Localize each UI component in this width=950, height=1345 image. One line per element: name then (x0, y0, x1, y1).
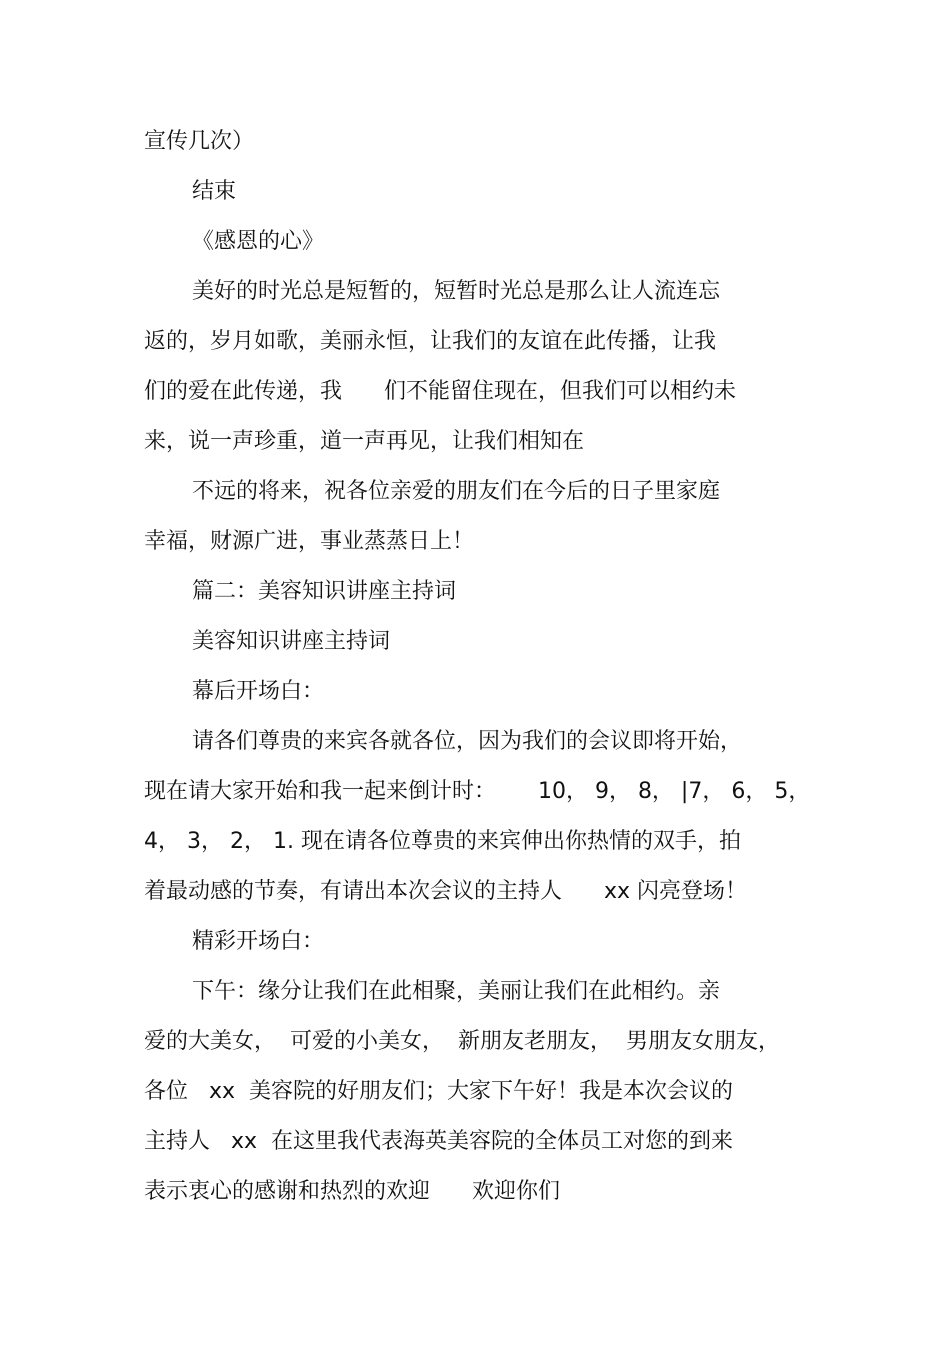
section-subheading: 美容知识讲座主持词 (192, 629, 391, 654)
subsection-label: 幕后开场白： (192, 679, 325, 704)
text-line: 爱的大美女， 可爱的小美女， 新朋友老朋友， 男朋友女朋友， (144, 1029, 780, 1054)
text-line: 下午：缘分让我们在此相聚，美丽让我们在此相约。亲 (192, 979, 721, 1004)
subsection-label: 精彩开场白： (192, 929, 325, 954)
text-line: 各位 xx 美容院的好朋友们；大家下午好！我是本次会议的 (144, 1079, 734, 1104)
text-line: 不远的将来，祝各位亲爱的朋友们在今后的日子里家庭 (192, 479, 721, 504)
text-line: 请各们尊贵的来宾各就各位，因为我们的会议即将开始， (192, 729, 743, 754)
text-line: 幸福，财源广进，事业蒸蒸日上！ (144, 529, 475, 554)
text-line: 美好的时光总是短暂的，短暂时光总是那么让人流连忘 (192, 279, 721, 304)
text-line: 着最动感的节奏，有请出本次会议的主持人 xx 闪亮登场！ (144, 879, 747, 904)
text-line: 现在请大家开始和我一起来倒计时： 10， 9， 8， |7， 6， 5， (144, 779, 811, 804)
text-line: 主持人 xx 在这里我代表海英美容院的全体员工对您的到来 (144, 1129, 734, 1154)
text-line: 返的，岁月如歌，美丽永恒，让我们的友谊在此传播，让我 (144, 329, 717, 354)
text-line: 宣传几次） (144, 129, 255, 154)
text-line: 4， 3， 2， 1. 现在请各位尊贵的来宾伸出你热情的双手，拍 (144, 829, 741, 854)
section-heading: 篇二：美容知识讲座主持词 (192, 579, 457, 604)
text-line: 来，说一声珍重，道一声再见，让我们相知在 (144, 429, 585, 454)
text-line: 表示衷心的感谢和热烈的欢迎 欢迎你们 (144, 1179, 560, 1204)
poem-title: 《感恩的心》 (192, 229, 325, 254)
text-line: 结束 (192, 179, 237, 204)
text-line: 们的爱在此传递，我 们不能留住现在，但我们可以相约未 (144, 379, 736, 404)
